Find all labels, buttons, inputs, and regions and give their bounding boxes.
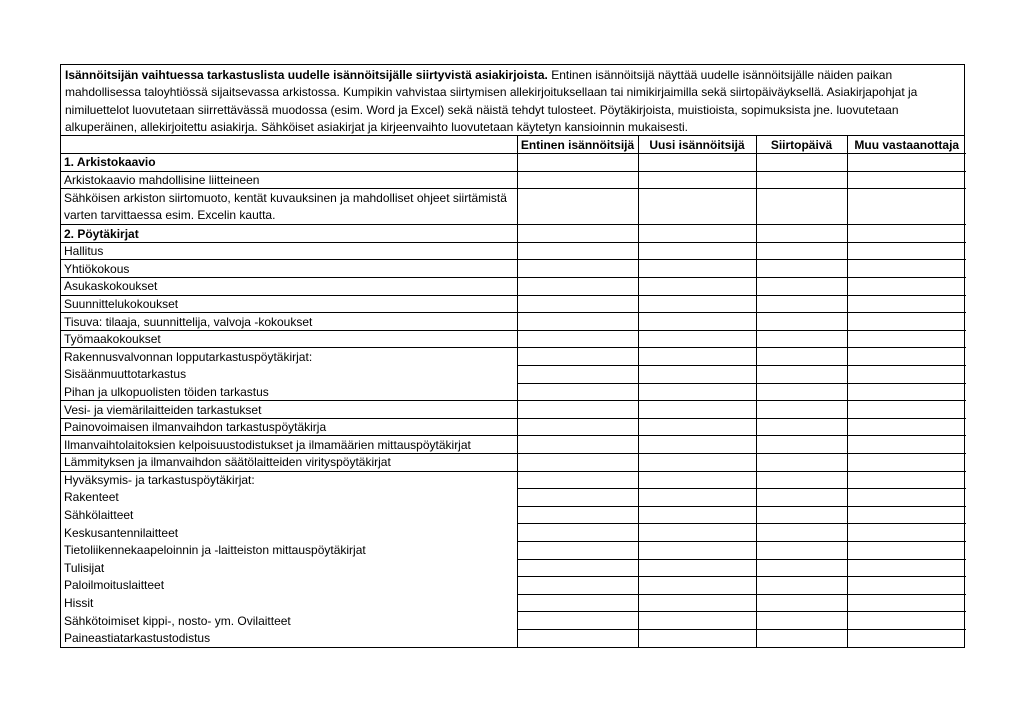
cell-siirtopaiva[interactable] [756,489,847,507]
row-label: Tietoliikennekaapeloinnin ja -laitteiston mittauspöytäkirjat [64,543,366,558]
cell-entinen[interactable] [517,366,638,384]
cell-siirtopaiva[interactable] [756,401,847,419]
row-label: Pihan ja ulkopuolisten töiden tarkastus [64,384,269,399]
section-row [61,154,966,172]
cell-muu[interactable] [847,348,966,366]
row-label: Rakennusvalvonnan lopputarkastuspöytäkirjat: [61,348,517,366]
cell-entinen[interactable] [517,171,638,189]
table-row [61,330,966,348]
cell-siirtopaiva[interactable] [756,541,847,559]
cell-entinen[interactable] [517,506,638,524]
table-row [61,295,966,313]
cell-uusi[interactable] [638,295,756,313]
row-label: Vesi- ja viemärilaitteiden tarkastukset [61,401,517,419]
intro-text: Entinen isännöitsijä näyttää uudelle isännöitsijälle näiden paikan mahdollisessa taloyhtiössä sijaitsevassa arkistossa. Kumpikin vahvistaa siirtymisen allekirjoituksellaan tai nimikirjaimilla sekä siirtopäiväyksellä. Asiakirjapohjat ja nimiluettelot luovutetaan siirrettävässä muodossa (esim. Word ja Excel) sekä näistä tehdyt tulosteet. Pöytäkirjoista, muistioista, sopimuksista jne. luovutetaan alkuperäinen, allekirjoitettu asiakirja. Sähköiset asiakirjat ja kirjeenvaihto luovutetaan käytetyn kansioinnin mukaisesti. [65,68,918,135]
row-label: Tisuva: tilaaja, suunnittelija, valvoja -kokoukset [61,313,517,331]
cell-entinen[interactable] [517,612,638,630]
intro-title: Isännöitsijän vaihtuessa tarkastuslista uudelle isännöitsijälle siirtyvistä asiakirjoista. [65,68,548,82]
row-label: Yhtiökokous [61,260,517,278]
cell-entinen[interactable] [517,242,638,260]
cell-muu[interactable] [847,260,966,278]
header-uusi: Uusi isännöitsijä [638,136,756,154]
cell-siirtopaiva[interactable] [756,171,847,189]
row-label: Työmaakokoukset [61,330,517,348]
cell-muu[interactable] [847,612,966,630]
cell-muu[interactable] [847,594,966,612]
cell-entinen[interactable] [517,436,638,454]
cell-entinen[interactable] [517,489,638,507]
row-label: Sähkölaitteet [64,508,134,523]
cell-entinen[interactable] [517,454,638,472]
cell-uusi[interactable] [638,225,756,243]
cell-uusi[interactable] [638,524,756,542]
cell-muu[interactable] [847,418,966,436]
cell-muu[interactable] [847,506,966,524]
table-row [61,489,966,507]
table-row [61,629,966,647]
checklist-sheet [60,64,965,648]
cell-uusi[interactable] [638,330,756,348]
cell-siirtopaiva[interactable] [756,295,847,313]
cell-siirtopaiva[interactable] [756,612,847,630]
row-label: Tulisijat [64,560,105,575]
cell-muu[interactable] [847,577,966,595]
cell-uusi[interactable] [638,506,756,524]
cell-uusi[interactable] [638,541,756,559]
cell-uusi[interactable] [638,436,756,454]
row-label: Arkistokaavio mahdollisine liitteineen [61,171,517,189]
cell-entinen[interactable] [517,225,638,243]
row-label: Rakenteet [64,490,119,505]
cell-uusi[interactable] [638,154,756,172]
cell-muu[interactable] [847,189,966,225]
cell-siirtopaiva[interactable] [756,225,847,243]
section-heading: 2. Pöytäkirjat [61,225,517,243]
cell-uusi[interactable] [638,471,756,489]
cell-siirtopaiva[interactable] [756,594,847,612]
row-label: Sisäänmuuttotarkastus [64,367,187,382]
cell-siirtopaiva[interactable] [756,330,847,348]
cell-entinen[interactable] [517,278,638,296]
cell-uusi[interactable] [638,189,756,225]
header-entinen: Entinen isännöitsijä [517,136,638,154]
cell-entinen[interactable] [517,189,638,225]
row-label: Sähköisen arkiston siirtomuoto, kentät kuvauksinen ja mahdolliset ohjeet siirtämistä varten tarvittaessa esim. Excelin kautta. [61,189,517,225]
row-label: Sähkötoimiset kippi-, nosto- ym. Ovilaitteet [64,613,291,628]
cell-muu[interactable] [847,401,966,419]
cell-entinen[interactable] [517,383,638,401]
cell-uusi[interactable] [638,401,756,419]
row-label: Paineastiatarkastustodistus [64,631,211,646]
header-siirtopaiva: Siirtopäivä [756,136,847,154]
cell-muu[interactable] [847,629,966,647]
table-row [61,418,966,436]
cell-entinen[interactable] [517,295,638,313]
header-muu: Muu vastaanottaja [847,136,966,154]
table-row [61,348,966,366]
cell-muu[interactable] [847,330,966,348]
cell-muu[interactable] [847,171,966,189]
table-row [61,366,966,384]
cell-uusi[interactable] [638,348,756,366]
checklist-table [61,136,966,647]
cell-muu[interactable] [847,489,966,507]
cell-uusi[interactable] [638,260,756,278]
cell-siirtopaiva[interactable] [756,313,847,331]
cell-entinen[interactable] [517,541,638,559]
cell-siirtopaiva[interactable] [756,506,847,524]
cell-uusi[interactable] [638,594,756,612]
cell-uusi[interactable] [638,278,756,296]
cell-entinen[interactable] [517,559,638,577]
table-row [61,559,966,577]
cell-muu[interactable] [847,366,966,384]
cell-siirtopaiva[interactable] [756,629,847,647]
cell-muu[interactable] [847,383,966,401]
row-label: Hissit [64,596,94,611]
cell-siirtopaiva[interactable] [756,154,847,172]
table-row [61,577,966,595]
cell-siirtopaiva[interactable] [756,577,847,595]
row-label: Keskusantennilaitteet [64,525,179,540]
cell-uusi[interactable] [638,383,756,401]
header-blank [61,136,517,154]
cell-entinen[interactable] [517,260,638,278]
row-label: Ilmanvaihtolaitoksien kelpoisuustodistukset ja ilmamäärien mittauspöytäkirjat [61,436,517,454]
cell-siirtopaiva[interactable] [756,524,847,542]
cell-siirtopaiva[interactable] [756,559,847,577]
cell-uusi[interactable] [638,612,756,630]
table-row [61,612,966,630]
cell-muu[interactable] [847,559,966,577]
table-row [61,471,966,489]
cell-siirtopaiva[interactable] [756,348,847,366]
cell-muu[interactable] [847,278,966,296]
cell-entinen[interactable] [517,594,638,612]
cell-entinen[interactable] [517,471,638,489]
table-row [61,594,966,612]
cell-muu[interactable] [847,541,966,559]
table-row [61,278,966,296]
cell-entinen[interactable] [517,154,638,172]
table-row [61,242,966,260]
row-label: Paloilmoituslaitteet [64,578,165,593]
table-row [61,524,966,542]
table-row [61,189,966,225]
cell-entinen[interactable] [517,330,638,348]
cell-uusi[interactable] [638,313,756,331]
cell-uusi[interactable] [638,559,756,577]
cell-entinen[interactable] [517,577,638,595]
table-row [61,541,966,559]
section-heading: 1. Arkistokaavio [61,154,517,172]
intro-paragraph [61,65,964,136]
cell-uusi[interactable] [638,454,756,472]
cell-siirtopaiva[interactable] [756,383,847,401]
cell-uusi[interactable] [638,171,756,189]
cell-entinen[interactable] [517,348,638,366]
cell-uusi[interactable] [638,489,756,507]
header-row [61,136,966,154]
row-label: Lämmityksen ja ilmanvaihdon säätölaitteiden virityspöytäkirjat [61,454,517,472]
cell-uusi[interactable] [638,366,756,384]
table-row [61,383,966,401]
row-label: Painovoimaisen ilmanvaihdon tarkastuspöytäkirja [61,418,517,436]
cell-uusi[interactable] [638,577,756,595]
section-row [61,225,966,243]
cell-siirtopaiva[interactable] [756,189,847,225]
cell-muu[interactable] [847,524,966,542]
cell-muu[interactable] [847,436,966,454]
cell-muu[interactable] [847,454,966,472]
table-row [61,454,966,472]
cell-uusi[interactable] [638,629,756,647]
cell-uusi[interactable] [638,242,756,260]
cell-muu[interactable] [847,313,966,331]
cell-siirtopaiva[interactable] [756,436,847,454]
cell-muu[interactable] [847,471,966,489]
row-label: Hyväksymis- ja tarkastuspöytäkirjat: [61,471,517,489]
table-row [61,260,966,278]
cell-muu[interactable] [847,295,966,313]
table-row [61,401,966,419]
cell-entinen[interactable] [517,313,638,331]
table-row [61,171,966,189]
cell-uusi[interactable] [638,418,756,436]
cell-muu[interactable] [847,225,966,243]
table-row [61,313,966,331]
cell-siirtopaiva[interactable] [756,471,847,489]
cell-entinen[interactable] [517,401,638,419]
cell-entinen[interactable] [517,629,638,647]
cell-siirtopaiva[interactable] [756,454,847,472]
row-label: Hallitus [61,242,517,260]
cell-muu[interactable] [847,242,966,260]
table-row [61,506,966,524]
cell-entinen[interactable] [517,418,638,436]
row-label: Suunnittelukokoukset [61,295,517,313]
cell-siirtopaiva[interactable] [756,418,847,436]
cell-siirtopaiva[interactable] [756,278,847,296]
cell-entinen[interactable] [517,524,638,542]
cell-siirtopaiva[interactable] [756,366,847,384]
table-row [61,436,966,454]
cell-siirtopaiva[interactable] [756,242,847,260]
row-label: Asukaskokoukset [61,278,517,296]
cell-siirtopaiva[interactable] [756,260,847,278]
cell-muu[interactable] [847,154,966,172]
